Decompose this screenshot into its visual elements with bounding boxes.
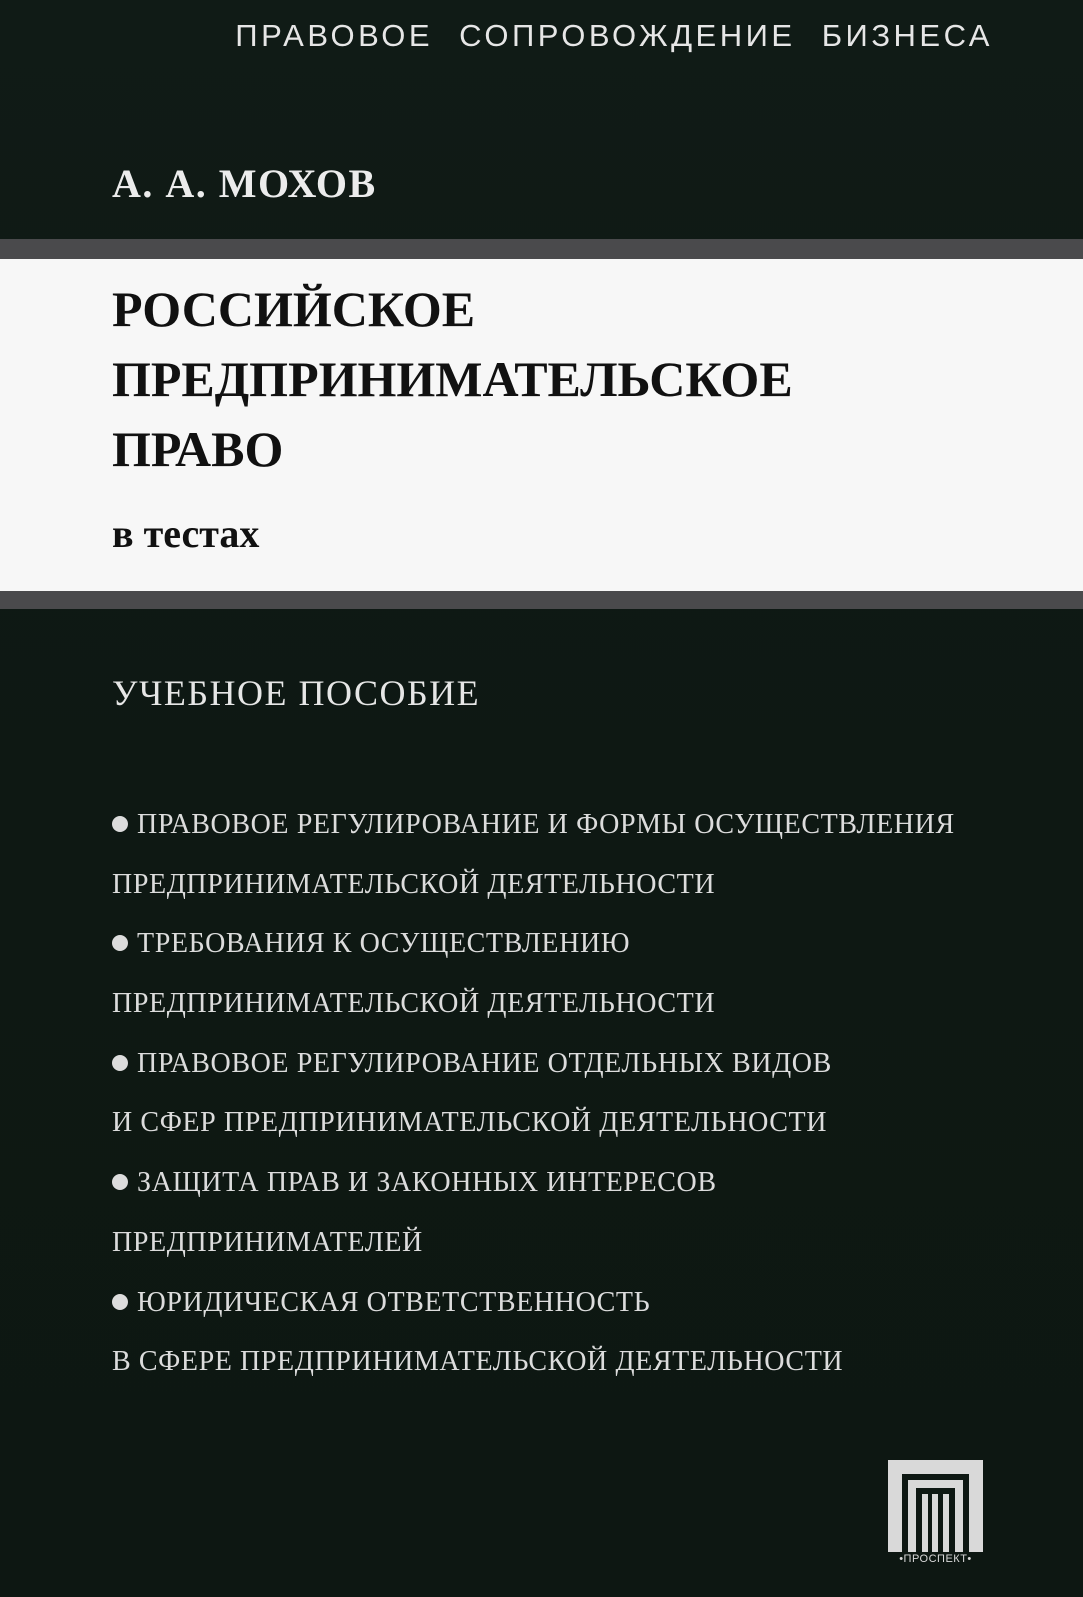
bullet-icon: [112, 1294, 128, 1310]
topic-text: И СФЕР ПРЕДПРИНИМАТЕЛЬСКОЙ ДЕЯТЕЛЬНОСТИ: [112, 1107, 828, 1139]
title-band-bottom-stripe: [0, 591, 1083, 609]
topic-text: ПРЕДПРИНИМАТЕЛЬСКОЙ ДЕЯТЕЛЬНОСТИ: [112, 988, 716, 1020]
book-title-line-1: РОССИЙСКОЕ: [112, 281, 476, 337]
topic-item: [112, 1163, 1012, 1223]
topic-text: В СФЕРЕ ПРЕДПРИНИМАТЕЛЬСКОЙ ДЕЯТЕЛЬНОСТИ: [112, 1346, 844, 1378]
topic-text: ПРАВОВОЕ РЕГУЛИРОВАНИЕ ОТДЕЛЬНЫХ ВИДОВ: [137, 1047, 832, 1079]
book-subtitle: в тестах: [112, 511, 260, 556]
topics-list: [112, 805, 1012, 1402]
bullet-icon: [112, 816, 128, 832]
topic-text: ТРЕБОВАНИЯ К ОСУЩЕСТВЛЕНИЮ: [137, 928, 631, 960]
topic-text: ПРЕДПРИНИМАТЕЛЕЙ: [112, 1226, 423, 1258]
topic-text: ЮРИДИЧЕСКАЯ ОТВЕТСТВЕННОСТЬ: [137, 1286, 651, 1318]
topic-item: [112, 924, 1012, 984]
topic-item-continuation: [112, 1223, 1012, 1283]
genre-label: УЧЕБНОЕ ПОСОБИЕ: [112, 673, 481, 713]
topic-item-continuation: [112, 865, 1012, 925]
book-title-line-2: ПРЕДПРИНИМАТЕЛЬСКОЕ: [112, 351, 793, 407]
topic-item-continuation: [112, 1103, 1012, 1163]
bullet-icon: [112, 935, 128, 951]
book-title-line-3: ПРАВО: [112, 421, 284, 477]
topic-text: ПРАВОВОЕ РЕГУЛИРОВАНИЕ И ФОРМЫ ОСУЩЕСТВЛЕНИЯ: [137, 809, 955, 840]
publisher-name: •ПРОСПЕКТ•: [899, 1553, 972, 1565]
topic-item: [112, 1044, 1012, 1104]
topic-item: [112, 1283, 1012, 1343]
series-title: ПРАВОВОЕ СОПРОВОЖДЕНИЕ БИЗНЕСА: [235, 18, 993, 53]
building-pillars-icon: [888, 1460, 983, 1568]
topic-item: [112, 805, 1012, 865]
bullet-icon: [112, 1174, 128, 1190]
topic-text: ЗАЩИТА ПРАВ И ЗАКОННЫХ ИНТЕРЕСОВ: [137, 1167, 717, 1199]
topic-text: ПРЕДПРИНИМАТЕЛЬСКОЙ ДЕЯТЕЛЬНОСТИ: [112, 868, 716, 900]
bullet-icon: [112, 1055, 128, 1071]
topic-item-continuation: [112, 1342, 1012, 1402]
topic-item-continuation: [112, 984, 1012, 1044]
title-band-top-stripe: [0, 239, 1083, 259]
author-name: А. А. МОХОВ: [112, 161, 377, 206]
